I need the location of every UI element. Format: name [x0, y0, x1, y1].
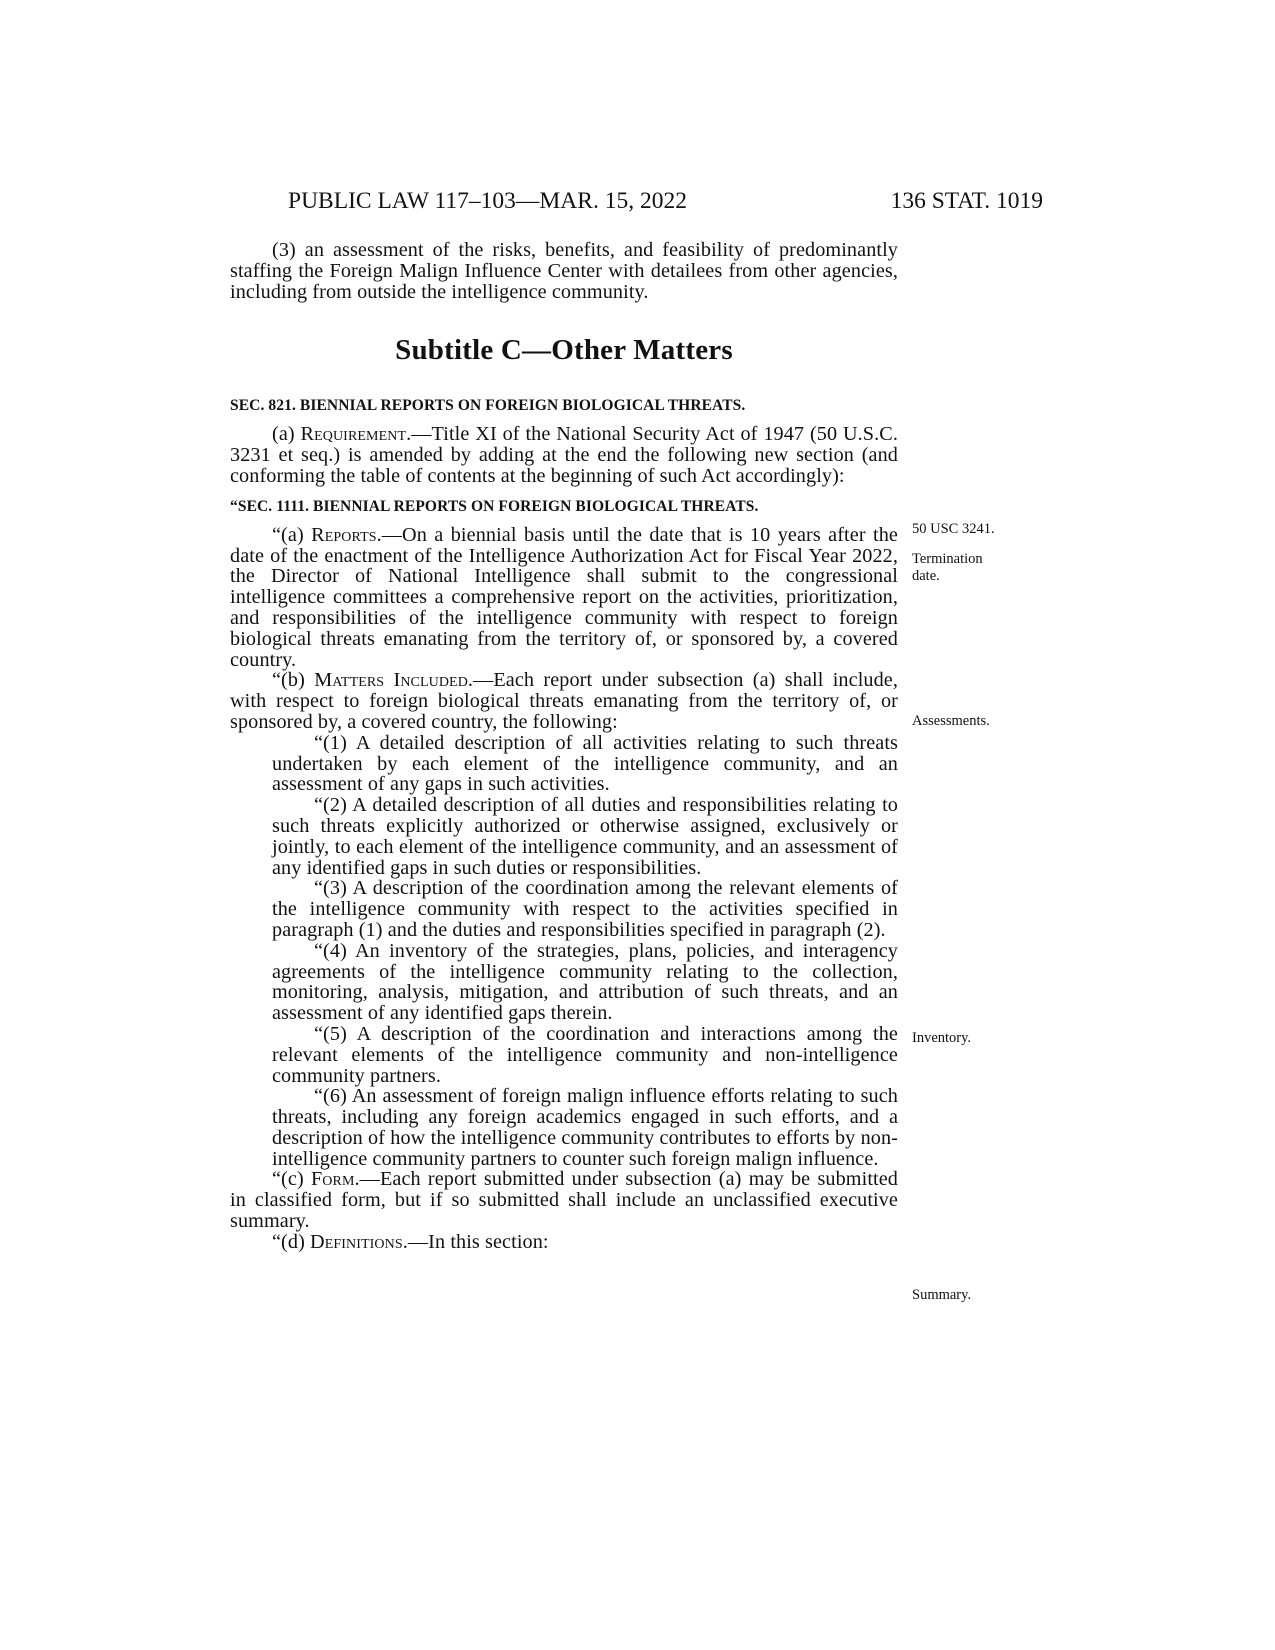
paragraph-item: “(3) A description of the coordination among the relevant elements of the intelligence community with respect to the activities specified in paragraph (1) and the duties and responsibilities specified in paragraph (2). — [272, 877, 898, 941]
subsection-heading: Matters Included — [314, 669, 468, 692]
subsection-heading: Reports — [311, 523, 377, 546]
section-1111-subsection-c — [230, 1169, 898, 1231]
paragraph-item: “(2) A detailed description of all duties and responsibilities relating to such threats explicitly authorized or otherwise assigned, exclusively or jointly, to each element of the intelligence community, and an assessment of any identified gaps in such duties or responsibilities. — [272, 794, 898, 879]
paragraph-item: “(5) A description of the coordination and interactions among the relevant elements of the intelligence community and non-intelligence community partners. — [272, 1022, 898, 1087]
margin-note-summary: Summary. — [912, 1287, 972, 1303]
subsection-text: .—Each report under subsection (a) shall include, with respect to foreign biological threats emanating from the territory of, or sponsored by, a covered country, the following: — [230, 669, 898, 733]
header-stat-page: 136 STAT. 1019 — [890, 188, 1043, 214]
subtitle-heading: Subtitle C—Other Matters — [395, 334, 733, 367]
subsection-text: .—On a biennial basis until the date that is 10 years after the date of the enactment of the Intelligence Authorization Act for Fiscal Year 2022, the Director of National Intelligence shall submit to the congressional intelligence committees a comprehensive report on the activities, prioritization, and responsibilities of the intelligence community with respect to foreign biological threats emanating from the territory of, or sponsored by, a covered country. — [230, 523, 898, 671]
section-1111-heading: “SEC. 1111. BIENNIAL REPORTS ON FOREIGN BIOLOGICAL THREATS. — [230, 497, 759, 515]
page-header — [0, 188, 1275, 218]
subsection-prefix: “(c) — [272, 1168, 311, 1191]
paragraph-item: “(4) An inventory of the strategies, plans, policies, and interagency agreements of the intelligence community relating to the collection, monitoring, analysis, mitigation, and attribution of such threats, and an assessment of any identified gaps therein. — [272, 939, 898, 1025]
margin-note-inventory: Inventory. — [912, 1030, 972, 1046]
header-law-citation: PUBLIC LAW 117–103—MAR. 15, 2022 — [288, 188, 687, 214]
margin-note-termination — [912, 551, 983, 585]
subsection-text: .—In this section: — [402, 1230, 549, 1253]
subsection-text: .—Each report submitted under subsection (a) may be submitted in classified form, but if so submitted shall include an unclassified executive summary. — [230, 1168, 898, 1233]
subsection-prefix: (a) — [272, 423, 301, 446]
margin-note-termination-line1: Termination — [912, 551, 983, 567]
paragraph-item: “(6) An assessment of foreign malign influence efforts relating to such threats, including any foreign academics engaged in such efforts, and a description of how the intelligence community contributes to efforts by non-intelligence community partners to counter such foreign malign influence. — [272, 1085, 898, 1170]
margin-note-assessments: Assessments. — [912, 713, 990, 729]
subsection-heading: Form — [310, 1168, 355, 1191]
subsection-text: .—Title XI of the National Security Act of 1947 (50 U.S.C. 3231 et seq.) is amended by adding at the end the following new section (and conforming the table of contents at the beginning of such Act accordingly): — [230, 423, 898, 487]
section-1111-subsection-d — [230, 1232, 898, 1253]
subsection-prefix: “(a) — [272, 523, 312, 546]
paragraph-3-continued: (3) an assessment of the risks, benefits, and feasibility of predominantly staffing the Foreign Malign Influence Center with detailees from other agencies, including from outside the intelligence community. — [230, 239, 898, 303]
section-1111-subsection-a — [230, 525, 898, 671]
margin-note-termination-line2: date. — [912, 568, 940, 584]
section-821-heading: SEC. 821. BIENNIAL REPORTS ON FOREIGN BIOLOGICAL THREATS. — [230, 397, 746, 415]
section-1111-subsection-b — [230, 670, 898, 732]
section-821-subsection-a — [230, 424, 898, 486]
subsection-heading: Definitions — [310, 1230, 403, 1253]
subsection-prefix: “(b) — [272, 669, 315, 692]
margin-note-usc: 50 USC 3241. — [912, 521, 995, 537]
subsection-prefix: “(d) — [272, 1230, 311, 1253]
subsection-heading: Requirement — [300, 423, 407, 446]
document-body — [230, 240, 898, 1253]
paragraph-item: “(1) A detailed description of all activities relating to such threats undertaken by each element of the intelligence community, and an assessment of any gaps in such activities. — [272, 731, 898, 796]
